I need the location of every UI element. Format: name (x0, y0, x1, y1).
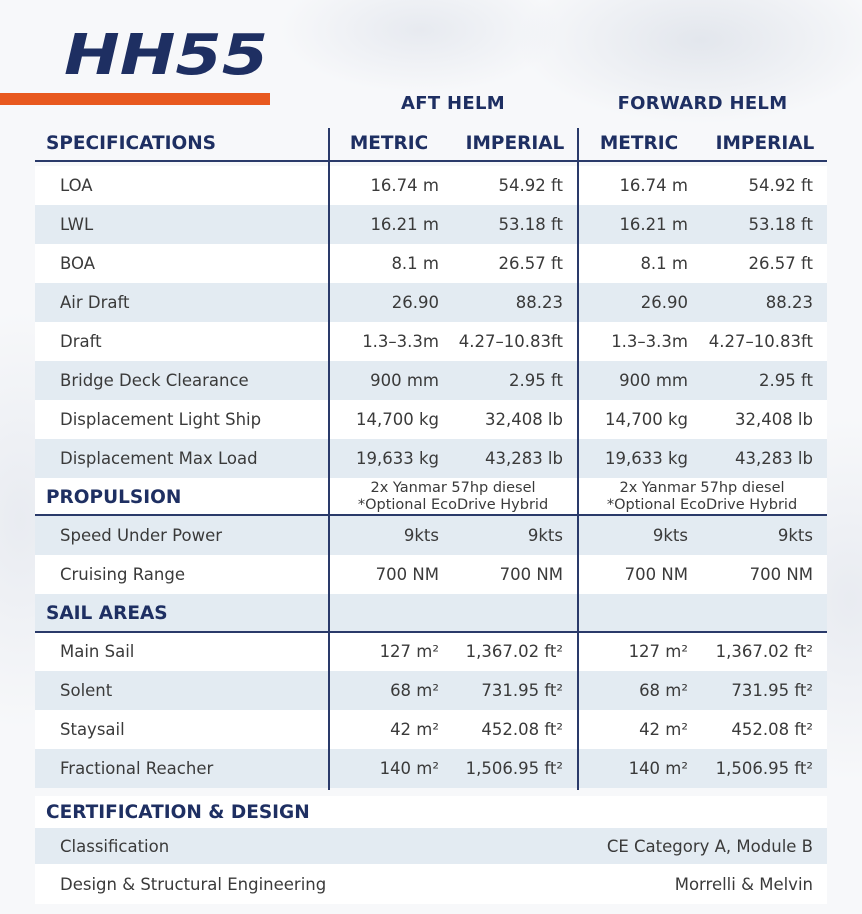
row-label: Design & Structural Engineering (60, 874, 327, 894)
aft-metric-value: 9kts (403, 526, 439, 545)
table-row (35, 632, 827, 671)
aft-metric-value: 900 mm (370, 371, 439, 390)
section-title-propulsion: PROPULSION (46, 487, 182, 508)
design-value: Morrelli & Melvin (674, 874, 813, 894)
aft-metric-value: 42 m² (390, 720, 439, 739)
fwd-imperial-value: 32,408 lb (734, 410, 813, 429)
fwd-metric-value: 68 m² (639, 681, 688, 700)
aft-imperial-value: 88.23 (515, 293, 563, 312)
row-label: Displacement Light Ship (60, 410, 262, 429)
aft-imperial-value: 700 NM (499, 565, 563, 584)
table-row (35, 283, 827, 322)
row-label: Classification (60, 836, 170, 856)
column-divider-left (328, 128, 330, 790)
aft-metric-value: 68 m² (390, 681, 439, 700)
fwd-metric-value: 26.90 (640, 293, 688, 312)
table-row (35, 828, 827, 864)
column-divider-right (577, 128, 579, 790)
row-label: LWL (60, 215, 94, 234)
fwd-imperial-value: 9kts (777, 526, 813, 545)
aft-metric-value: 140 m² (379, 759, 439, 778)
aft-imperial-value: 1,367.02 ft² (465, 642, 563, 661)
fwd-metric-value: 14,700 kg (604, 410, 688, 429)
propulsion-divider (35, 514, 827, 516)
fwd-engine-note (578, 480, 826, 514)
fwd-metric-value: 127 m² (628, 642, 688, 661)
aft-imperial-value: 4.27–10.83ft (458, 332, 563, 351)
table-row (35, 671, 827, 710)
aft-engine-line: 2x Yanmar 57hp diesel (370, 480, 536, 496)
aft-helm-heading: AFT HELM (401, 93, 505, 114)
classification-value: CE Category A, Module B (606, 836, 813, 856)
specifications-header-row (35, 124, 827, 163)
section-title-certification: CERTIFICATION & DESIGN (46, 801, 310, 823)
aft-engine-note (329, 480, 577, 514)
fwd-imperial-value: 88.23 (765, 293, 813, 312)
aft-imperial-value: 9kts (527, 526, 563, 545)
fwd-metric-value: 16.74 m (619, 176, 688, 195)
certification-header-row (35, 796, 827, 828)
table-row (35, 166, 827, 205)
fwd-imperial-value: 4.27–10.83ft (708, 332, 813, 351)
row-label: BOA (60, 254, 96, 273)
table-row (35, 205, 827, 244)
sail-areas-divider (35, 631, 827, 633)
forward-helm-heading: FORWARD HELM (617, 93, 788, 114)
row-label: Bridge Deck Clearance (60, 371, 249, 390)
aft-imperial-value: 2.95 ft (509, 371, 563, 390)
table-row (35, 244, 827, 283)
aft-metric-value: 26.90 (391, 293, 439, 312)
aft-metric-value: 700 NM (375, 565, 439, 584)
fwd-imperial-value: 54.92 ft (748, 176, 813, 195)
fwd-metric-value: 42 m² (639, 720, 688, 739)
row-label: Solent (60, 681, 113, 700)
aft-metric-value: 127 m² (379, 642, 439, 661)
fwd-imperial-value: 731.95 ft² (731, 681, 813, 700)
table-row (35, 439, 827, 478)
fwd-metric-value: 16.21 m (619, 215, 688, 234)
table-row (35, 749, 827, 788)
col-aft-metric: METRIC (349, 133, 429, 154)
fwd-imperial-value: 43,283 lb (734, 449, 813, 468)
aft-imperial-value: 53.18 ft (498, 215, 563, 234)
row-label: Displacement Max Load (60, 449, 258, 468)
row-label: Draft (60, 332, 102, 351)
fwd-imperial-value: 1,506.95 ft² (715, 759, 813, 778)
row-label: Fractional Reacher (60, 759, 214, 778)
accent-bar (0, 93, 270, 105)
fwd-metric-value: 8.1 m (640, 254, 688, 273)
aft-imperial-value: 43,283 lb (484, 449, 563, 468)
aft-option-line: *Optional EcoDrive Hybrid (357, 497, 549, 513)
sail-areas-header-row (35, 594, 827, 633)
row-label: Cruising Range (60, 565, 185, 584)
fwd-imperial-value: 2.95 ft (759, 371, 813, 390)
fwd-metric-value: 9kts (652, 526, 688, 545)
table-row (35, 400, 827, 439)
col-fwd-imperial: IMPERIAL (715, 133, 815, 154)
aft-imperial-value: 26.57 ft (498, 254, 563, 273)
row-label: Speed Under Power (60, 526, 223, 545)
aft-imperial-value: 54.92 ft (498, 176, 563, 195)
fwd-metric-value: 19,633 kg (604, 449, 688, 468)
table-row (35, 361, 827, 400)
row-label: Staysail (60, 720, 125, 739)
hh55-logo (62, 26, 272, 80)
fwd-engine-line: 2x Yanmar 57hp diesel (619, 480, 785, 496)
aft-imperial-value: 452.08 ft² (481, 720, 563, 739)
svg-text:HH55: HH55 (64, 26, 268, 80)
fwd-metric-value: 700 NM (624, 565, 688, 584)
col-aft-imperial: IMPERIAL (465, 133, 565, 154)
propulsion-header-row (35, 478, 827, 517)
section-title-sail-areas: SAIL AREAS (46, 603, 168, 624)
aft-metric-value: 16.21 m (370, 215, 439, 234)
row-label: Main Sail (60, 642, 135, 661)
header-divider (35, 160, 827, 162)
fwd-option-line: *Optional EcoDrive Hybrid (606, 497, 798, 513)
aft-metric-value: 1.3–3.3m (362, 332, 439, 351)
table-row (35, 555, 827, 594)
aft-metric-value: 8.1 m (391, 254, 439, 273)
row-label: LOA (60, 176, 93, 195)
aft-metric-value: 14,700 kg (355, 410, 439, 429)
col-fwd-metric: METRIC (599, 133, 679, 154)
section-title-specifications: SPECIFICATIONS (46, 133, 216, 154)
table-row (35, 516, 827, 555)
fwd-imperial-value: 1,367.02 ft² (715, 642, 813, 661)
fwd-metric-value: 1.3–3.3m (611, 332, 688, 351)
row-label: Air Draft (60, 293, 130, 312)
aft-metric-value: 16.74 m (370, 176, 439, 195)
fwd-imperial-value: 452.08 ft² (731, 720, 813, 739)
aft-imperial-value: 731.95 ft² (481, 681, 563, 700)
fwd-metric-value: 900 mm (619, 371, 688, 390)
fwd-imperial-value: 700 NM (749, 565, 813, 584)
table-row (35, 710, 827, 749)
aft-metric-value: 19,633 kg (355, 449, 439, 468)
aft-imperial-value: 1,506.95 ft² (465, 759, 563, 778)
aft-imperial-value: 32,408 lb (484, 410, 563, 429)
table-row (35, 864, 827, 904)
fwd-metric-value: 140 m² (628, 759, 688, 778)
fwd-imperial-value: 26.57 ft (748, 254, 813, 273)
table-row (35, 322, 827, 361)
fwd-imperial-value: 53.18 ft (748, 215, 813, 234)
